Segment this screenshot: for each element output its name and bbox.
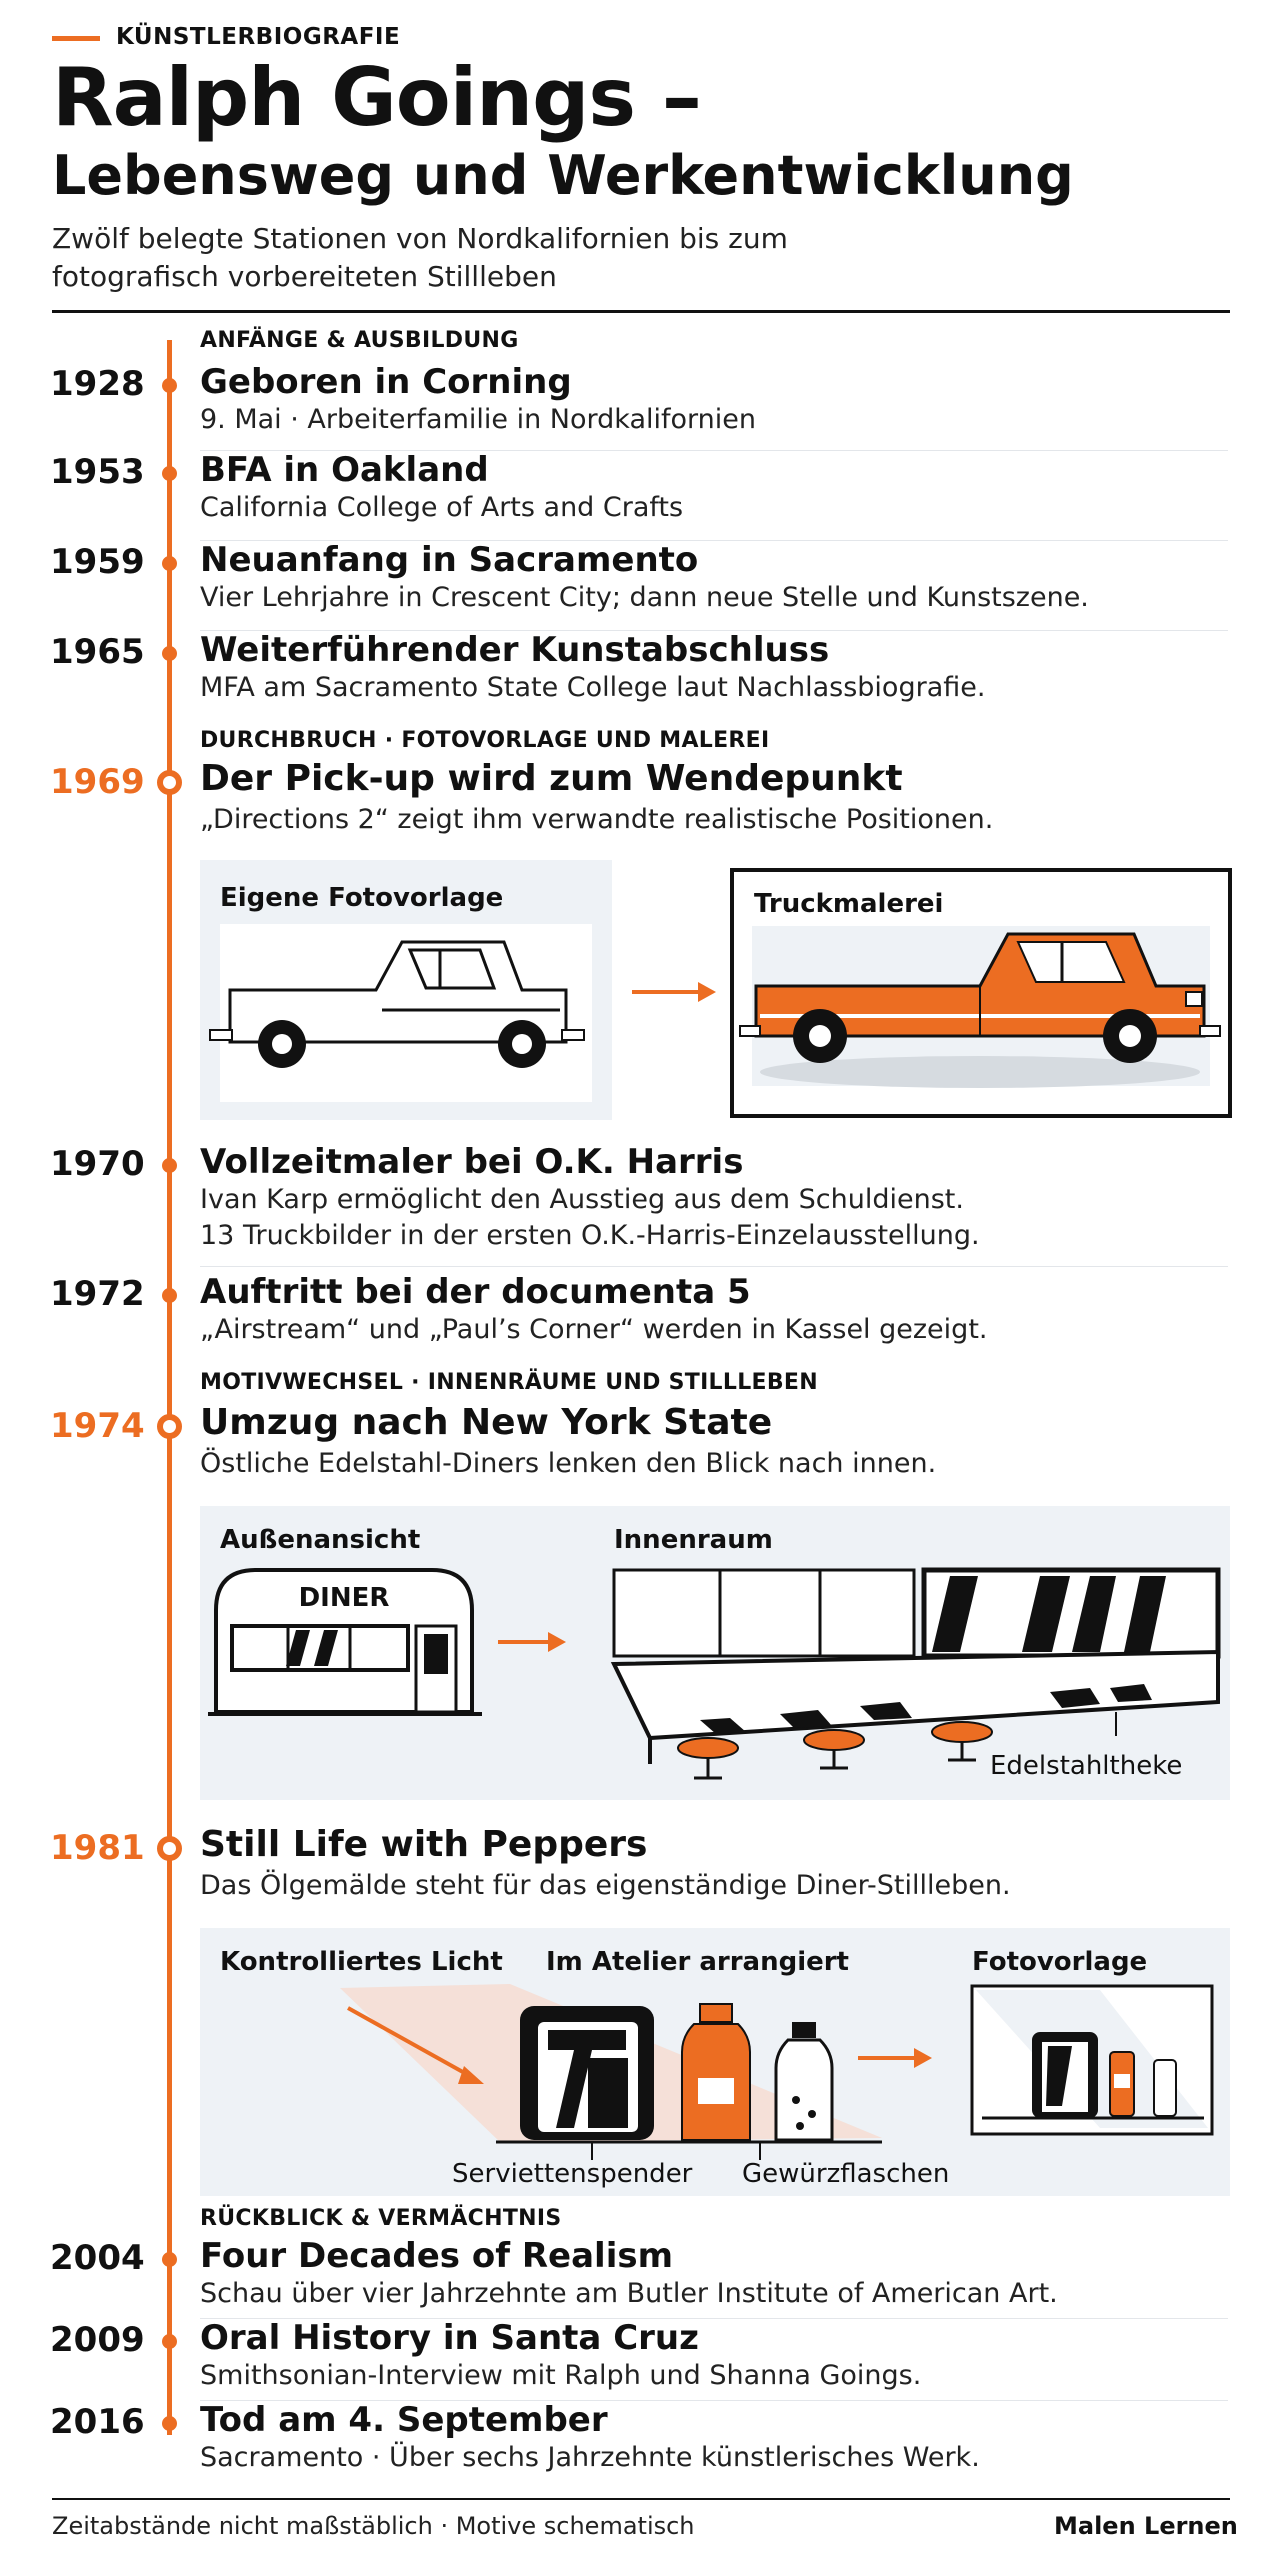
entry-description: Das Ölgemälde steht für das eigenständige Diner-Stillleben.: [200, 1870, 1011, 1901]
photo-template-icon: [972, 1986, 1212, 2134]
entry-separator: [200, 1266, 1228, 1267]
entry-description: 9. Mai · Arbeiterfamilie in Nordkalifornien: [200, 404, 756, 435]
entry-year: 1928: [50, 364, 145, 404]
entry-description: Östliche Edelstahl-Diners lenken den Blick nach innen.: [200, 1448, 937, 1479]
entry-description: Schau über vier Jahrzehnte am Butler Institute of American Art.: [200, 2278, 1058, 2309]
timeline-dot-highlight: [157, 1836, 182, 1861]
diner-illustration: [200, 1506, 1230, 1800]
photo-panel-label: Eigene Fotovorlage: [220, 883, 504, 913]
photo-template-label: Fotovorlage: [972, 1947, 1148, 1977]
diner-exterior-icon: [208, 1570, 482, 1714]
entry-title: Tod am 4. September: [200, 2400, 608, 2440]
entry-year: 2009: [50, 2320, 145, 2360]
footer-note: Zeitabstände nicht maßstäblich · Motive schematisch: [52, 2512, 695, 2540]
entry-title: Oral History in Santa Cruz: [200, 2318, 699, 2358]
timeline-dot-highlight: [157, 770, 182, 795]
entry-description: MFA am Sacramento State College laut Nachlassbiografie.: [200, 672, 986, 703]
footer-divider: [52, 2498, 1230, 2500]
truck-illustration: [200, 860, 1232, 1120]
entry-description: „Airstream“ und „Paul’s Corner“ werden in Kassel gezeigt.: [200, 1314, 988, 1345]
arrow-right-icon: [632, 982, 716, 1002]
section-label-retrospective: RÜCKBLICK & VERMÄCHTNIS: [200, 2206, 562, 2231]
entry-title: Geboren in Corning: [200, 362, 572, 402]
entry-title: Four Decades of Realism: [200, 2236, 674, 2276]
section-label-motif-change: MOTIVWECHSEL · INNENRÄUME UND STILLLEBEN: [200, 1370, 818, 1395]
entry-description: Ivan Karp ermöglicht den Ausstieg aus dem Schuldienst.: [200, 1184, 964, 1215]
entry-year: 1974: [50, 1406, 145, 1446]
kicker-bar: [52, 36, 100, 41]
timeline-dot-highlight: [157, 1414, 182, 1439]
entry-title: Der Pick-up wird zum Wendepunkt: [200, 758, 903, 799]
entry-description: „Directions 2“ zeigt ihm verwandte realistische Positionen.: [200, 804, 994, 835]
entry-description-2: 13 Truckbilder in der ersten O.K.-Harris-Einzelausstellung.: [200, 1220, 980, 1251]
header-divider: [52, 310, 1230, 313]
entry-title: Still Life with Peppers: [200, 1824, 648, 1865]
entry-year: 2016: [50, 2402, 145, 2442]
timeline-dot: [162, 1288, 177, 1303]
studio-label: Im Atelier arrangiert: [546, 1947, 849, 1977]
interior-label: Innenraum: [614, 1525, 773, 1555]
timeline-dot: [162, 2252, 177, 2267]
kicker: KÜNSTLERBIOGRAFIE: [116, 24, 401, 50]
bottles-label: Gewürzflaschen: [742, 2159, 950, 2189]
timeline-dot: [162, 2334, 177, 2349]
page-title-line2: Lebensweg und Werkentwicklung: [52, 144, 1074, 207]
entry-description: Smithsonian-Interview mit Ralph und Shanna Goings.: [200, 2360, 922, 2391]
light-label: Kontrolliertes Licht: [220, 1947, 503, 1977]
footer-brand: Malen Lernen: [1054, 2512, 1238, 2540]
timeline-dot: [162, 2416, 177, 2431]
timeline-dot: [162, 378, 177, 393]
timeline-dot: [162, 646, 177, 661]
entry-title: Auftritt bei der documenta 5: [200, 1272, 751, 1312]
timeline-dot: [162, 1158, 177, 1173]
still-life-illustration: [200, 1928, 1230, 2196]
napkin-dispenser-icon: [520, 2006, 654, 2140]
entry-description: Vier Lehrjahre in Crescent City; dann neue Stelle und Kunstszene.: [200, 582, 1089, 613]
entry-year: 1959: [50, 542, 145, 582]
section-label-beginnings: ANFÄNGE & AUSBILDUNG: [200, 328, 519, 353]
entry-title: Umzug nach New York State: [200, 1402, 773, 1443]
entry-year: 1965: [50, 632, 145, 672]
entry-year: 1969: [50, 762, 145, 802]
entry-title: Weiterführender Kunstabschluss: [200, 630, 830, 670]
exterior-label: Außenansicht: [220, 1525, 421, 1555]
entry-year: 1981: [50, 1828, 145, 1868]
entry-year: 1970: [50, 1144, 145, 1184]
entry-description: California College of Arts and Crafts: [200, 492, 684, 523]
entry-year: 1953: [50, 452, 145, 492]
entry-title: BFA in Oakland: [200, 450, 489, 490]
page-title: Ralph Goings –: [52, 51, 701, 144]
diner-sign: DINER: [298, 1583, 390, 1613]
timeline-dot: [162, 466, 177, 481]
section-label-breakthrough: DURCHBRUCH · FOTOVORLAGE UND MALEREI: [200, 728, 770, 753]
entry-year: 1972: [50, 1274, 145, 1314]
timeline-dot: [162, 556, 177, 571]
dispenser-label: Serviettenspender: [452, 2159, 693, 2189]
entry-title: Vollzeitmaler bei O.K. Harris: [200, 1142, 744, 1182]
painting-panel-label: Truckmalerei: [754, 889, 944, 919]
counter-label: Edelstahltheke: [990, 1751, 1183, 1781]
entry-year: 2004: [50, 2238, 145, 2278]
entry-title: Neuanfang in Sacramento: [200, 540, 699, 580]
entry-description: Sacramento · Über sechs Jahrzehnte künstlerisches Werk.: [200, 2442, 980, 2473]
page-subtitle: Zwölf belegte Stationen von Nordkalifornien bis zum fotografisch vorbereiteten Stillleben: [52, 222, 788, 293]
